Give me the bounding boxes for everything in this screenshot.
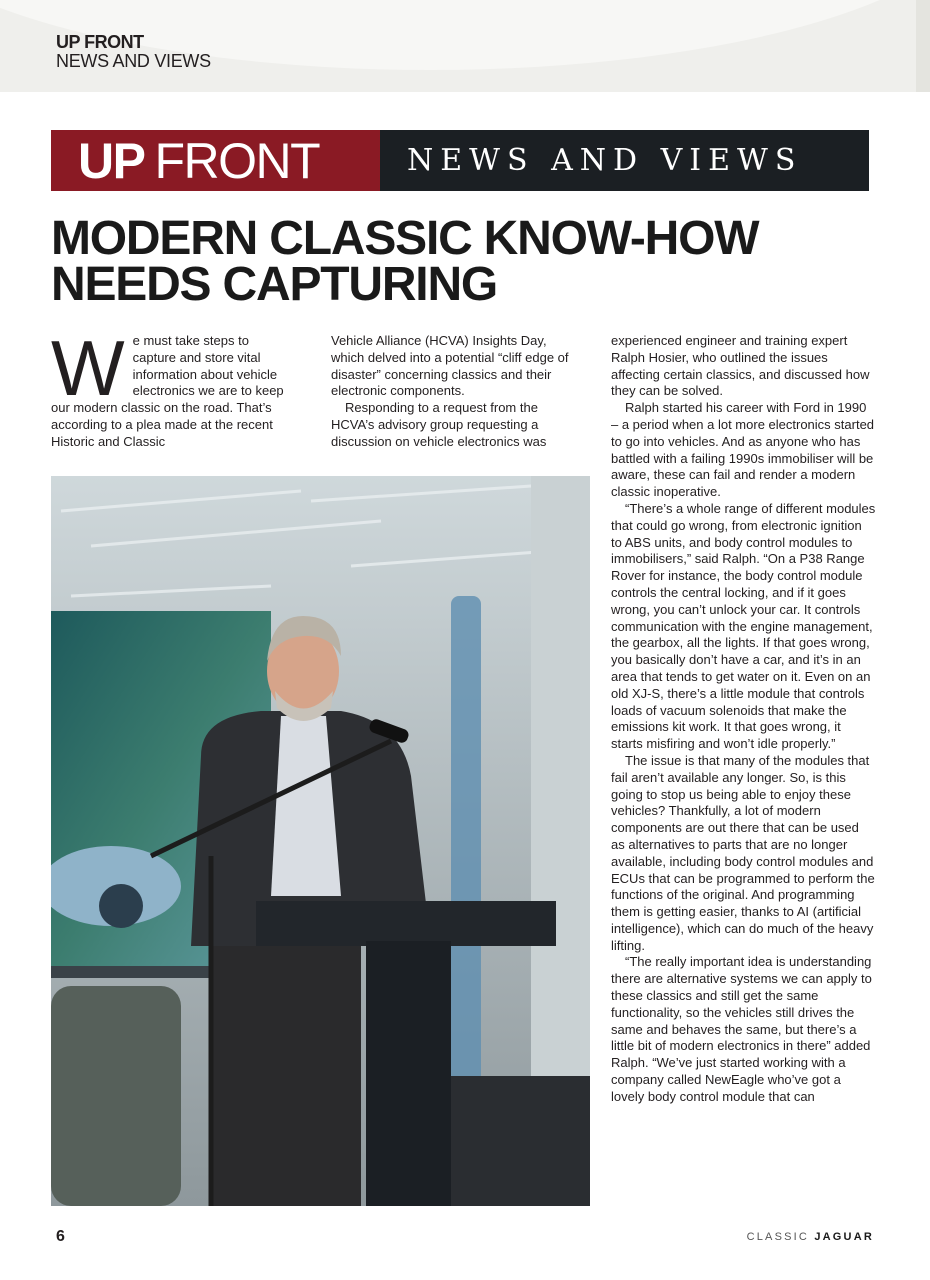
speaker-photo <box>51 476 590 1206</box>
banner-subtitle: NEWS AND VIEWS <box>380 130 869 191</box>
article-column-2 <box>331 333 575 451</box>
paragraph: “There’s a whole range of different modules that could go wrong, from electronic ignition to ABS units, and body control modules to immobilisers,” said Ralph. “On a P38 Range Rover for instance, the body control module controls the central locking, and if it goes wrong, you can’t unlock your car. It controls communication with the engine management, the gearbox, all the lights. If that goes wrong, you basically don’t have a car, and it’s in an area that tends to get water on it. Even on an old XJ-S, there’s a little module that controls loads of vacuum solenoids that make the emissions kit work. It that goes wrong, it starts misfiring and won’t idle properly.” <box>611 500 876 752</box>
article-headline <box>51 212 881 311</box>
paragraph: e must take steps to capture and store vital information about vehicle electronics we are to keep our modern classic on the road. That’s according to a plea made at the recent Historic and Classic <box>51 333 284 449</box>
drop-cap: W <box>51 324 125 412</box>
banner-title <box>51 130 380 191</box>
paragraph: Vehicle Alliance (HCVA) Insights Day, which delved into a potential “cliff edge of disaster” concerning classics and their electronic components. <box>331 333 569 399</box>
car-wheel <box>99 884 143 928</box>
running-head-section: UP FRONT <box>56 32 144 52</box>
section-banner <box>51 130 869 191</box>
screen-ticker <box>51 966 211 978</box>
page-edge <box>916 0 930 92</box>
lectern-column <box>366 941 451 1206</box>
paragraph: Responding to a request from the HCVA’s advisory group requesting a discussion on vehicle electronics was <box>331 400 547 449</box>
paragraph: experienced engineer and training expert Ralph Hosier, who outlined the issues affecting certain classics, and discussed how they can be solved. <box>611 333 870 399</box>
publication-name-light: CLASSIC <box>746 1231 810 1243</box>
chair <box>51 986 181 1206</box>
headline-line-1: MODERN CLASSIC KNOW-HOW <box>51 212 759 265</box>
banner-title-light: FRONT <box>154 132 320 189</box>
running-head-subsection: NEWS AND VIEWS <box>56 51 211 71</box>
banner-stand <box>451 596 481 1096</box>
paragraph: The issue is that many of the modules that fail aren’t available any longer. So, is this going to stop us being able to enjoy these vehicles? Thankfully, a lot of modern components are out there that can be used as alternatives to parts that are no longer available, including body control modules and ECUs that can be programmed to perform the functions of the original. And programming them is getting easier, thanks to AI (artificial intelligence), which can do much of the heavy lifting. <box>611 752 875 953</box>
headline-line-2: NEEDS CAPTURING <box>51 258 498 311</box>
banner-title-bold: UP <box>78 132 145 189</box>
paragraph: Ralph started his career with Ford in 1990 – a period when a lot more electronics started to go into vehicles. And as anyone who has battled with a failing 1990s immobiliser will be aware, these can fail and render a modern classic inoperative. <box>611 400 875 500</box>
speaker-photo-illustration <box>51 476 590 1206</box>
audience-table <box>451 1076 590 1206</box>
publication-name <box>747 1231 874 1243</box>
running-head <box>56 33 211 71</box>
paragraph: “The really important idea is understanding there are alternative systems we can apply to these classics and still get the same functionality, so the vehicles still drives the same and behaves the same, but there’s a little bit of modern electronics in there” added Ralph. “We’ve just started working with a company called NewEagle who’ve got a lovely body control module that can <box>611 954 872 1104</box>
article-column-1 <box>51 324 295 451</box>
publication-name-bold: JAGUAR <box>814 1231 874 1243</box>
lectern-top <box>256 901 556 946</box>
article-column-3 <box>611 333 876 1106</box>
speaker-trousers <box>211 946 361 1206</box>
page-number: 6 <box>56 1228 65 1245</box>
